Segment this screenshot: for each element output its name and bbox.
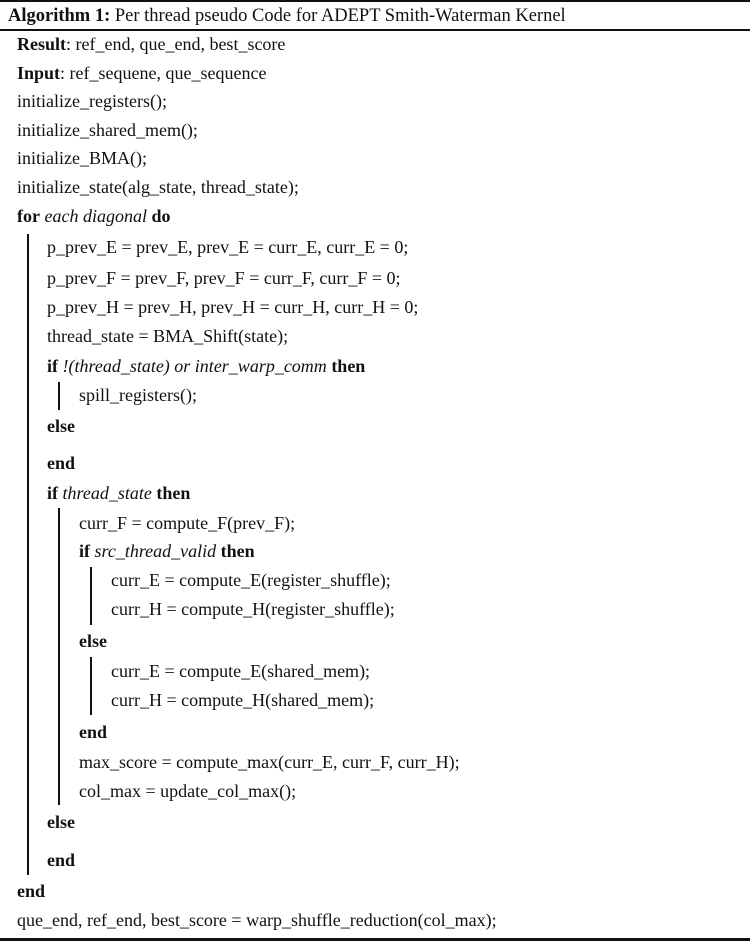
code-text: spill_registers(); bbox=[79, 385, 197, 405]
code-text: curr_H = compute_H(register_shuffle); bbox=[111, 599, 395, 619]
code-line bbox=[111, 686, 374, 714]
code-line bbox=[47, 412, 75, 440]
keyword: else bbox=[79, 631, 107, 651]
code-line bbox=[17, 116, 198, 144]
condition-text: each diagonal bbox=[39, 206, 152, 226]
keyword: then bbox=[331, 356, 366, 376]
code-text: curr_E = compute_E(shared_mem); bbox=[111, 661, 371, 681]
code-line bbox=[47, 479, 190, 507]
code-line bbox=[47, 233, 408, 261]
code-line bbox=[79, 627, 107, 655]
keyword: if bbox=[47, 356, 58, 376]
keyword: else bbox=[47, 812, 75, 832]
code-line bbox=[17, 877, 45, 905]
code-line bbox=[47, 449, 75, 477]
code-text: max_score = compute_max(curr_E, curr_F, curr_H); bbox=[79, 752, 460, 772]
code-line bbox=[47, 352, 365, 380]
code-line bbox=[79, 777, 296, 805]
for-loop-body-bar bbox=[27, 234, 29, 875]
code-text: initialize_state(alg_state, thread_state); bbox=[17, 177, 299, 197]
keyword: end bbox=[47, 453, 76, 473]
keyword: else bbox=[47, 416, 75, 436]
code-line bbox=[17, 173, 299, 201]
code-line bbox=[47, 293, 418, 321]
bottom-rule bbox=[0, 938, 750, 941]
condition-text: thread_state bbox=[58, 483, 157, 503]
condition-text: !(thread_state) or inter_warp_comm bbox=[58, 356, 332, 376]
code-text: initialize_shared_mem(); bbox=[17, 120, 198, 140]
keyword: end bbox=[79, 722, 108, 742]
code-line bbox=[79, 537, 255, 565]
code-text: : ref_sequene, que_sequence bbox=[60, 63, 267, 83]
code-line bbox=[79, 748, 460, 776]
code-line bbox=[111, 595, 395, 623]
code-text: p_prev_F = prev_F, prev_F = curr_F, curr_F = 0; bbox=[47, 268, 401, 288]
code-text: p_prev_E = prev_E, prev_E = curr_E, curr_E = 0; bbox=[47, 237, 409, 257]
code-line bbox=[17, 906, 497, 934]
algorithm-title bbox=[8, 3, 566, 29]
keyword: then bbox=[156, 483, 191, 503]
keyword: end bbox=[17, 881, 46, 901]
if-thread-state-body-bar bbox=[58, 508, 60, 805]
code-text: curr_E = compute_E(register_shuffle); bbox=[111, 570, 391, 590]
code-line bbox=[17, 59, 266, 87]
code-line bbox=[47, 264, 401, 292]
code-text: curr_F = compute_F(prev_F); bbox=[79, 513, 296, 533]
code-line bbox=[17, 144, 147, 172]
condition-text: src_thread_valid bbox=[90, 541, 221, 561]
code-text: : ref_end, que_end, best_score bbox=[66, 34, 286, 54]
code-text: que_end, ref_end, best_score = warp_shuffle_reduction(col_max); bbox=[17, 910, 497, 930]
keyword: for bbox=[17, 206, 40, 226]
code-line bbox=[47, 322, 288, 350]
if-src-valid-body-bar bbox=[90, 567, 92, 625]
keyword: if bbox=[47, 483, 58, 503]
code-line bbox=[111, 657, 370, 685]
code-text: thread_state = BMA_Shift(state); bbox=[47, 326, 289, 346]
code-line bbox=[17, 30, 285, 58]
code-text: initialize_BMA(); bbox=[17, 148, 147, 168]
algorithm-caption: Per thread pseudo Code for ADEPT Smith-Waterman Kernel bbox=[110, 6, 566, 26]
code-line bbox=[47, 808, 75, 836]
if-spill-body-bar bbox=[58, 382, 60, 410]
keyword: end bbox=[47, 850, 76, 870]
code-line bbox=[17, 87, 167, 115]
code-text: col_max = update_col_max(); bbox=[79, 781, 297, 801]
keyword: Input bbox=[17, 63, 61, 83]
keyword: do bbox=[151, 206, 171, 226]
keyword: if bbox=[79, 541, 90, 561]
code-text: p_prev_H = prev_H, prev_H = curr_H, curr_H = 0; bbox=[47, 297, 419, 317]
code-line bbox=[111, 566, 391, 594]
code-line bbox=[79, 509, 295, 537]
else-src-valid-body-bar bbox=[90, 657, 92, 715]
keyword: Result bbox=[17, 34, 66, 54]
code-line bbox=[79, 381, 197, 409]
code-line bbox=[17, 202, 170, 230]
top-rule bbox=[0, 0, 750, 2]
code-text: curr_H = compute_H(shared_mem); bbox=[111, 690, 375, 710]
keyword: then bbox=[220, 541, 255, 561]
code-line bbox=[79, 718, 107, 746]
code-text: initialize_registers(); bbox=[17, 91, 167, 111]
code-line bbox=[47, 846, 75, 874]
algorithm-label: Algorithm 1: bbox=[8, 6, 111, 26]
